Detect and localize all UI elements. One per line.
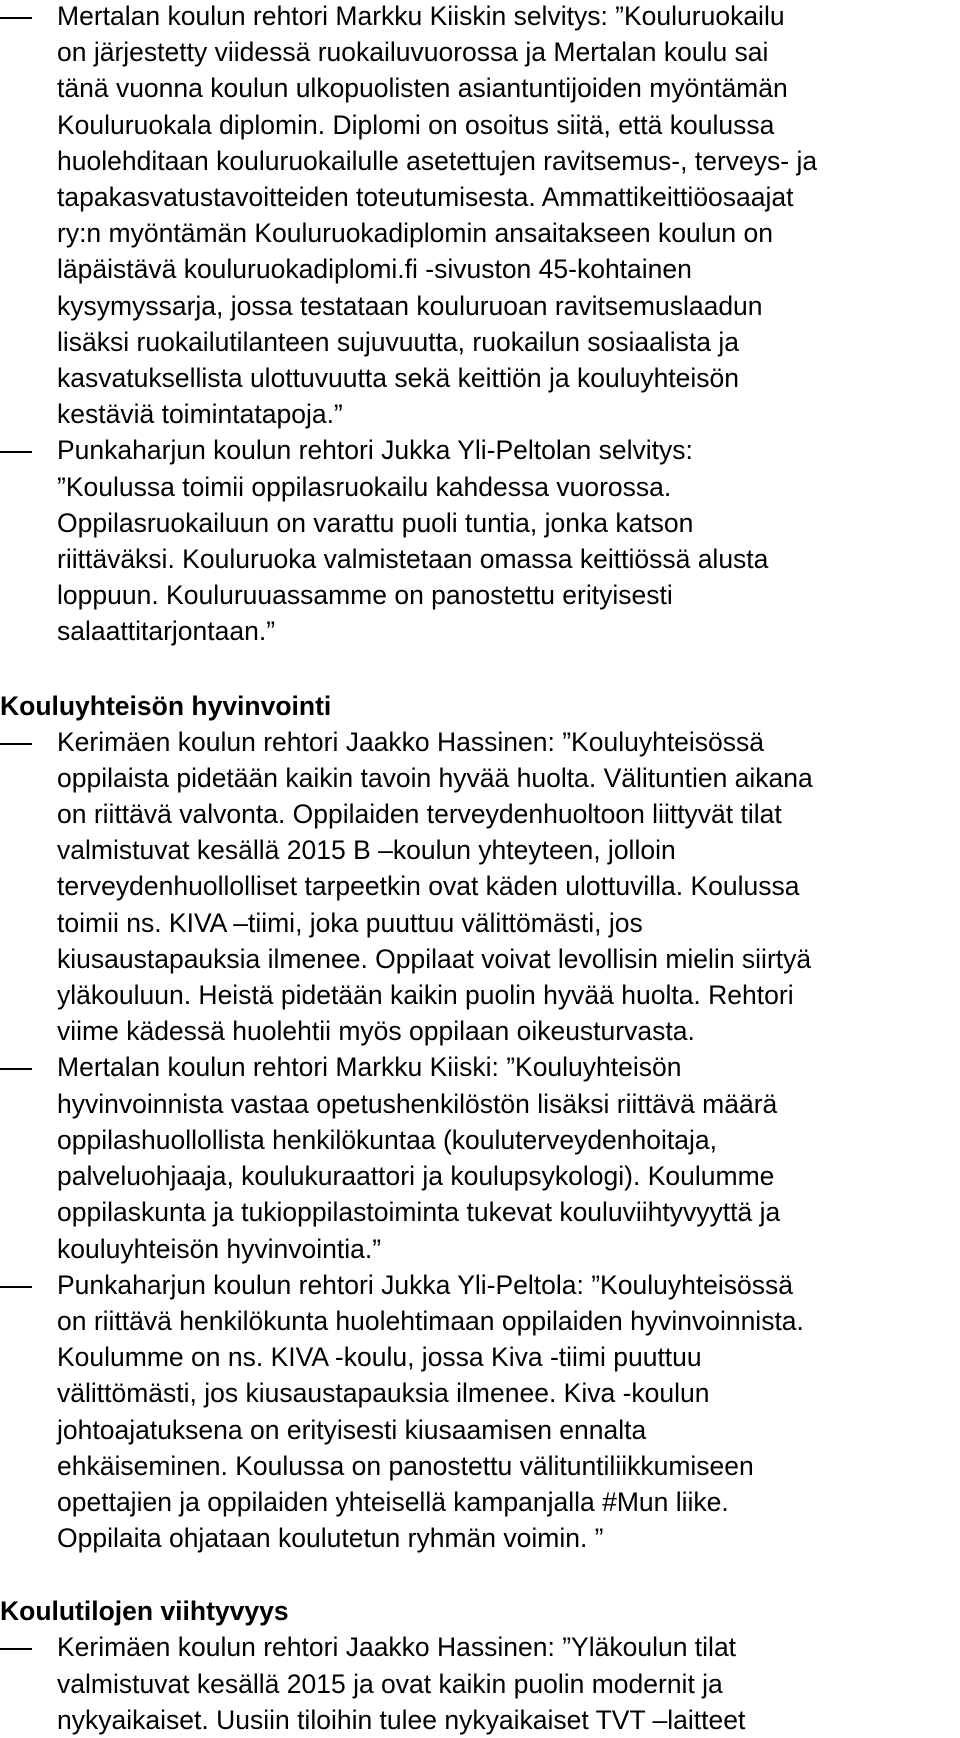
text-line: loppuun. Kouluruuassamme on panostettu erityisesti xyxy=(57,580,673,611)
text-line: kasvatuksellista ulottuvuutta sekä keittiön ja kouluyhteisön xyxy=(57,363,740,394)
bullet-dash xyxy=(0,743,32,745)
text-line: Mertalan koulun rehtori Markku Kiiski: ”Kouluyhteisön xyxy=(57,1052,682,1083)
text-line: valmistuvat kesällä 2015 ja ovat kaikin puolin modernit ja xyxy=(57,1668,723,1699)
text-line: terveydenhuollolliset tarpeetkin ovat käden ulottuvilla. Koulussa xyxy=(57,871,800,902)
bullet-dash xyxy=(0,1648,32,1650)
text-line: tänä vuonna koulun ulkopuolisten asiantuntijoiden myöntämän xyxy=(57,73,788,104)
text-line: palveluohjaaja, koulukuraattori ja koulupsykologi). Koulumme xyxy=(57,1161,775,1192)
text-line: oppilashuollollista henkilökuntaa (kouluterveydenhoitaja, xyxy=(57,1124,717,1155)
text-line: on järjestetty viidessä ruokailuvuorossa ja Mertalan koulu sai xyxy=(57,37,769,68)
text-line: lisäksi ruokailutilanteen sujuvuutta, ruokailun sosiaalista ja xyxy=(57,326,740,357)
bullet-dash xyxy=(0,17,32,19)
statement-text xyxy=(57,1267,960,1557)
text-line: nykyaikaiset. Uusiin tiloihin tulee nykyaikaiset TVT –laitteet xyxy=(57,1704,746,1735)
text-line: ehkäiseminen. Koulussa on panostettu välituntiliikkumiseen xyxy=(57,1450,754,1481)
text-line: on riittävä valvonta. Oppilaiden terveydenhuoltoon liittyvät tilat xyxy=(57,799,782,830)
section-heading-koulutilojen-viihtyvyys: Koulutilojen viihtyvyys xyxy=(0,1596,289,1627)
text-line: kiusaustapauksia ilmenee. Oppilaat voivat levollisin mielin siirtyä xyxy=(57,943,812,974)
text-line: läpäistävä kouluruokadiplomi.fi -sivuston 45-kohtainen xyxy=(57,254,692,285)
text-line: Oppilasruokailuun on varattu puoli tuntia, jonka katson xyxy=(57,507,694,538)
text-line: hyvinvoinnista vastaa opetushenkilöstön lisäksi riittävä määrä xyxy=(57,1088,778,1119)
bullet-dash xyxy=(0,1286,32,1288)
text-line: Kerimäen koulun rehtori Jaakko Hassinen: ”Kouluyhteisössä xyxy=(57,726,765,757)
section-heading-kouluyhteison-hyvinvointi: Kouluyhteisön hyvinvointi xyxy=(0,690,332,721)
text-line: valmistuvat kesällä 2015 B –koulun yhteyteen, jolloin xyxy=(57,835,676,866)
text-line: viime kädessä huolehtii myös oppilaan oikeusturvasta. xyxy=(57,1016,695,1047)
statement-mertala-kouluruokailu xyxy=(0,0,960,432)
statement-punkaharju-hyvinvointi xyxy=(0,1267,960,1557)
text-line: johtoajatuksena on erityisesti kiusaamisen ennalta xyxy=(57,1414,647,1445)
text-line: huolehditaan kouluruokailulle asetettujen ravitsemus-, terveys- ja xyxy=(57,145,818,176)
statement-text xyxy=(57,1629,960,1738)
text-line: Punkaharjun koulun rehtori Jukka Yli-Peltolan selvitys: xyxy=(57,435,693,466)
text-line: Kerimäen koulun rehtori Jaakko Hassinen: ”Yläkoulun tilat xyxy=(57,1632,737,1663)
text-line: Oppilaita ohjataan koulutetun ryhmän voimin. ” xyxy=(57,1523,604,1554)
text-line: on riittävä henkilökunta huolehtimaan oppilaiden hyvinvoinnista. xyxy=(57,1305,804,1336)
text-line: tapakasvatustavoitteiden toteutumisesta. Ammattikeittiöosaajat xyxy=(57,182,794,213)
bullet-dash xyxy=(0,451,32,453)
bullet-dash xyxy=(0,1068,32,1070)
text-line: salaattitarjontaan.” xyxy=(57,616,276,647)
text-line: kestäviä toimintatapoja.” xyxy=(57,399,343,430)
text-line: yläkouluun. Heistä pidetään kaikin puolin hyvää huolta. Rehtori xyxy=(57,980,794,1011)
text-line: ry:n myöntämän Kouluruokadiplomin ansaitakseen koulun on xyxy=(57,218,773,249)
text-line: Mertalan koulun rehtori Markku Kiiskin selvitys: ”Kouluruokailu xyxy=(57,1,785,31)
text-line: Punkaharjun koulun rehtori Jukka Yli-Peltola: ”Kouluyhteisössä xyxy=(57,1269,794,1300)
statement-text xyxy=(57,432,960,649)
text-line: välittömästi, jos kiusaustapauksia ilmenee. Kiva -koulun xyxy=(57,1378,710,1409)
statement-mertala-hyvinvointi xyxy=(0,1049,960,1266)
statement-text xyxy=(57,724,960,1050)
statement-kerimaki-hyvinvointi xyxy=(0,724,960,1050)
text-line: opettajien ja oppilaiden yhteisellä kampanjalla #Mun liike. xyxy=(57,1486,729,1517)
text-line: toimii ns. KIVA –tiimi, joka puuttuu välittömästi, jos xyxy=(57,907,643,938)
text-line: oppilaista pidetään kaikin tavoin hyvää huolta. Välituntien aikana xyxy=(57,762,813,793)
statement-text xyxy=(57,0,960,432)
text-line: Koulumme on ns. KIVA -koulu, jossa Kiva -tiimi puuttuu xyxy=(57,1342,702,1373)
text-line: oppilaskunta ja tukioppilastoiminta tukevat kouluviihtyvyyttä ja xyxy=(57,1197,781,1228)
statement-punkaharju-kouluruokailu xyxy=(0,432,960,649)
statement-text xyxy=(57,1049,960,1266)
statement-kerimaki-koulutilat xyxy=(0,1629,960,1738)
text-line: ”Koulussa toimii oppilasruokailu kahdessa vuorossa. xyxy=(57,471,672,502)
text-line: kysymyssarja, jossa testataan kouluruoan ravitsemuslaadun xyxy=(57,290,763,321)
text-line: Kouluruokala diplomin. Diplomi on osoitus siitä, että koulussa xyxy=(57,109,775,140)
text-line: riittäväksi. Kouluruoka valmistetaan omassa keittiössä alusta xyxy=(57,544,769,575)
text-line: kouluyhteisön hyvinvointia.” xyxy=(57,1233,382,1264)
